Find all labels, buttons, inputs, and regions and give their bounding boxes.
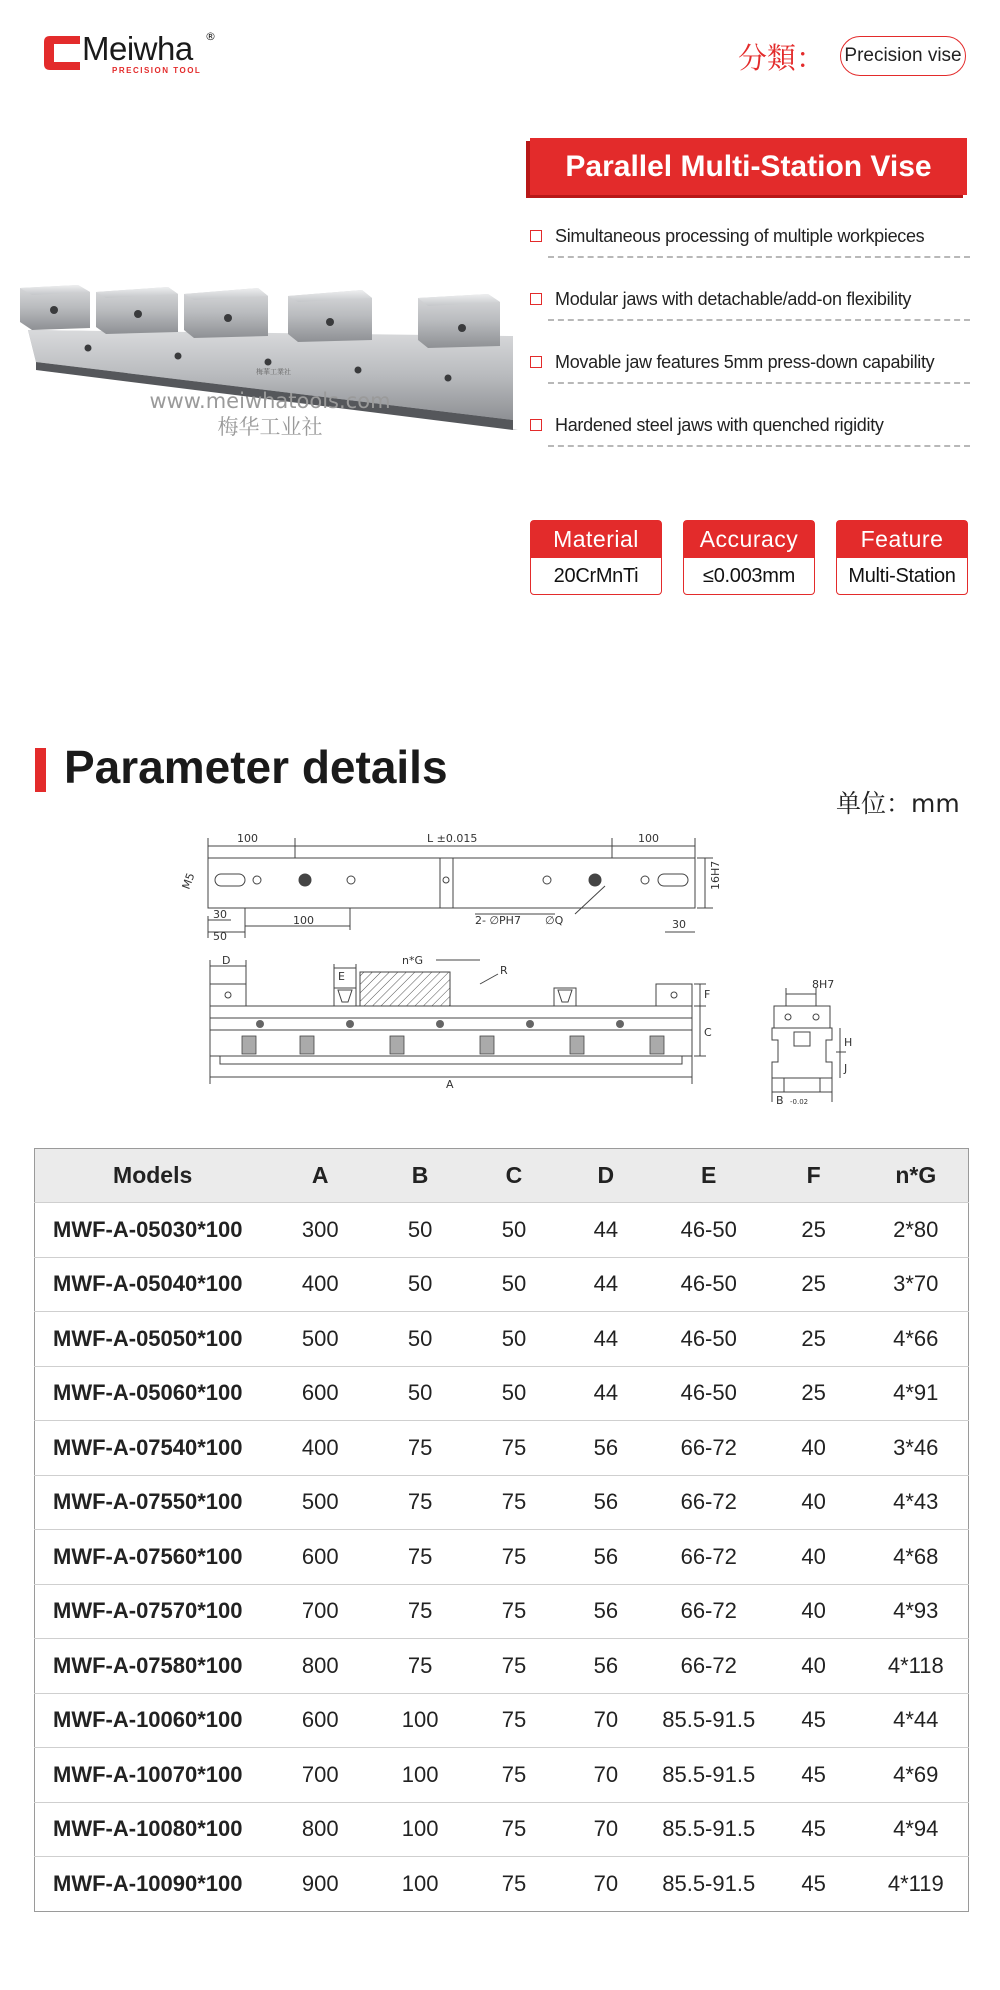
cell: MWF-A-07580*100	[35, 1639, 271, 1694]
cell: 46-50	[654, 1366, 764, 1421]
cell: 4*44	[864, 1693, 969, 1748]
cell: 75	[470, 1421, 558, 1476]
dashed-divider	[548, 382, 970, 384]
parameter-table	[34, 1148, 969, 1912]
spec-label: Feature	[837, 521, 967, 558]
table-row	[35, 1312, 969, 1367]
cell: 600	[270, 1530, 370, 1585]
table-row	[35, 1584, 969, 1639]
cell: 50	[370, 1257, 470, 1312]
meiwha-logo-icon	[42, 34, 82, 72]
feature-text: Simultaneous processing of multiple workpieces	[555, 226, 925, 246]
feature-item	[530, 222, 970, 285]
cell: 56	[558, 1639, 654, 1694]
dim-50: 50	[213, 930, 227, 943]
cell: 100	[370, 1802, 470, 1857]
dashed-divider	[548, 256, 970, 258]
cell: 56	[558, 1530, 654, 1585]
brand-name: Meiwha	[82, 30, 193, 67]
cell: 75	[470, 1748, 558, 1803]
spec-value: Multi-Station	[848, 565, 956, 587]
cell: 3*70	[864, 1257, 969, 1312]
dim-left-100: 100	[237, 832, 258, 845]
table-row	[35, 1530, 969, 1585]
registered-mark: ®	[205, 30, 216, 43]
cell: 2*80	[864, 1203, 969, 1258]
cell: 44	[558, 1312, 654, 1367]
dim-right-100: 100	[638, 832, 659, 845]
dashed-divider	[548, 319, 970, 321]
dim-m5: M5	[179, 871, 198, 892]
cell: 800	[270, 1802, 370, 1857]
cell: 50	[370, 1312, 470, 1367]
dim-j: J	[844, 1062, 848, 1075]
cell: 45	[764, 1693, 864, 1748]
cell: 50	[370, 1366, 470, 1421]
cell: 70	[558, 1693, 654, 1748]
cell: 45	[764, 1802, 864, 1857]
cell: 25	[764, 1203, 864, 1258]
cell: 800	[270, 1639, 370, 1694]
cell: 40	[764, 1584, 864, 1639]
brand-tagline: PRECISION TOOL	[112, 66, 202, 75]
cell: 100	[370, 1693, 470, 1748]
dim-b: B	[776, 1094, 784, 1107]
cell: MWF-A-10070*100	[35, 1748, 271, 1803]
cell: 25	[764, 1366, 864, 1421]
cell: 400	[270, 1421, 370, 1476]
cell: 75	[470, 1857, 558, 1912]
cell: 46-50	[654, 1257, 764, 1312]
cell: 50	[370, 1203, 470, 1258]
dim-h: H	[844, 1036, 853, 1049]
cell: 50	[470, 1257, 558, 1312]
section-title: Parameter details	[64, 741, 448, 793]
cell: 40	[764, 1475, 864, 1530]
cell: 75	[470, 1802, 558, 1857]
cell: 56	[558, 1421, 654, 1476]
dim-30-left: 30	[213, 908, 227, 921]
dim-16h7: 16H7	[709, 860, 722, 890]
cell: 66-72	[654, 1639, 764, 1694]
cell: 4*68	[864, 1530, 969, 1585]
table-header-row	[35, 1149, 969, 1203]
cell: 44	[558, 1257, 654, 1312]
cell: 700	[270, 1748, 370, 1803]
cell: 100	[370, 1857, 470, 1912]
cell: 45	[764, 1857, 864, 1912]
cell: 44	[558, 1366, 654, 1421]
cell: 75	[370, 1421, 470, 1476]
cell: 50	[470, 1203, 558, 1258]
col-header-models: Models	[35, 1149, 271, 1203]
dim-100-mid: 100	[293, 914, 314, 927]
cell: 500	[270, 1312, 370, 1367]
cell: 66-72	[654, 1475, 764, 1530]
cell: 300	[270, 1203, 370, 1258]
feature-text: Movable jaw features 5mm press-down capability	[555, 352, 935, 372]
table-row	[35, 1257, 969, 1312]
cell: 500	[270, 1475, 370, 1530]
cell: 75	[470, 1584, 558, 1639]
spec-value: 20CrMnTi	[553, 565, 639, 587]
cell: 46-50	[654, 1312, 764, 1367]
cell: 50	[470, 1366, 558, 1421]
dim-f: F	[704, 988, 711, 1001]
cell: 66-72	[654, 1584, 764, 1639]
cell: 85.5-91.5	[654, 1802, 764, 1857]
cell: 46-50	[654, 1203, 764, 1258]
table-row	[35, 1366, 969, 1421]
col-header-f: F	[764, 1149, 864, 1203]
dim-c: C	[704, 1026, 712, 1039]
table-row	[35, 1748, 969, 1803]
cell: 85.5-91.5	[654, 1748, 764, 1803]
cell: 100	[370, 1748, 470, 1803]
cell: 3*46	[864, 1421, 969, 1476]
cell: 50	[470, 1312, 558, 1367]
cell: MWF-A-07560*100	[35, 1530, 271, 1585]
cell: 4*43	[864, 1475, 969, 1530]
cell: MWF-A-10090*100	[35, 1857, 271, 1912]
cell: 25	[764, 1257, 864, 1312]
spec-value: ≤0.003mm	[703, 565, 795, 587]
cell: MWF-A-07540*100	[35, 1421, 271, 1476]
side-view-drawing	[760, 980, 870, 1105]
cell: 4*93	[864, 1584, 969, 1639]
cell: 4*91	[864, 1366, 969, 1421]
cell: 4*119	[864, 1857, 969, 1912]
cell: 56	[558, 1584, 654, 1639]
dim-a: A	[446, 1078, 454, 1091]
feature-text: Modular jaws with detachable/add-on flexibility	[555, 289, 912, 309]
cell: 66-72	[654, 1421, 764, 1476]
top-view-drawing	[175, 828, 735, 943]
dim-ng: n*G	[402, 954, 423, 967]
spec-label: Material	[531, 521, 661, 558]
col-header-ng: n*G	[864, 1149, 969, 1203]
category-label: 分類：	[738, 41, 826, 75]
dashed-divider	[548, 445, 970, 447]
cell: 75	[470, 1693, 558, 1748]
category-tag[interactable]: Precision vise	[840, 36, 966, 76]
checkbox-square-icon	[530, 230, 542, 242]
dim-d: D	[222, 954, 231, 967]
dim-q: ∅Q	[545, 914, 564, 927]
spec-accuracy	[683, 520, 815, 595]
cell: 75	[370, 1584, 470, 1639]
section-accent-bar	[35, 748, 46, 792]
cell: MWF-A-05030*100	[35, 1203, 271, 1258]
dim-8h7: 8H7	[812, 978, 835, 991]
cell: 900	[270, 1857, 370, 1912]
table-body	[35, 1203, 969, 1912]
watermark-cn: 梅华工业社	[217, 415, 323, 439]
cell: 4*69	[864, 1748, 969, 1803]
cell: MWF-A-07550*100	[35, 1475, 271, 1530]
cell: 40	[764, 1421, 864, 1476]
cell: 85.5-91.5	[654, 1857, 764, 1912]
cell: 70	[558, 1748, 654, 1803]
product-title: Parallel Multi-Station Vise	[530, 138, 967, 195]
cell: 25	[764, 1312, 864, 1367]
cell: 40	[764, 1639, 864, 1694]
feature-item	[530, 285, 970, 348]
cell: 40	[764, 1530, 864, 1585]
checkbox-square-icon	[530, 419, 542, 431]
cell: 75	[370, 1639, 470, 1694]
col-header-e: E	[654, 1149, 764, 1203]
spec-feature	[836, 520, 968, 595]
watermark-url: www.meiwhatools.com	[149, 389, 391, 413]
cell: 600	[270, 1693, 370, 1748]
table-row	[35, 1802, 969, 1857]
unit-label: 单位：mm	[836, 789, 960, 818]
cell: 4*94	[864, 1802, 969, 1857]
col-header-d: D	[558, 1149, 654, 1203]
feature-item	[530, 411, 970, 474]
watermark	[135, 388, 405, 440]
col-header-c: C	[470, 1149, 558, 1203]
cell: 700	[270, 1584, 370, 1639]
dim-30-right: 30	[672, 918, 686, 931]
photo-stamp: 梅華工業社	[256, 368, 291, 376]
cell: MWF-A-05050*100	[35, 1312, 271, 1367]
cell: 4*66	[864, 1312, 969, 1367]
table-row	[35, 1857, 969, 1912]
cell: 4*118	[864, 1639, 969, 1694]
cell: 75	[470, 1639, 558, 1694]
spec-label: Accuracy	[684, 521, 814, 558]
cell: MWF-A-10060*100	[35, 1693, 271, 1748]
cell: 75	[470, 1530, 558, 1585]
checkbox-square-icon	[530, 293, 542, 305]
cell: MWF-A-05040*100	[35, 1257, 271, 1312]
table-row	[35, 1693, 969, 1748]
cell: 70	[558, 1802, 654, 1857]
feature-list	[530, 222, 970, 474]
dim-tolerance: -0.02	[790, 1098, 809, 1106]
dim-ph7: 2- ∅PH7	[475, 914, 521, 927]
table-row	[35, 1639, 969, 1694]
table-row	[35, 1421, 969, 1476]
cell: 75	[370, 1475, 470, 1530]
brand-logo[interactable]	[42, 32, 222, 76]
checkbox-square-icon	[530, 356, 542, 368]
dim-r: R	[500, 964, 508, 977]
cell: 66-72	[654, 1530, 764, 1585]
cell: 85.5-91.5	[654, 1693, 764, 1748]
feature-item	[530, 348, 970, 411]
cell: 600	[270, 1366, 370, 1421]
col-header-a: A	[270, 1149, 370, 1203]
table-row	[35, 1475, 969, 1530]
dim-e: E	[338, 970, 345, 983]
feature-text: Hardened steel jaws with quenched rigidity	[555, 415, 884, 435]
cell: 70	[558, 1857, 654, 1912]
cell: MWF-A-07570*100	[35, 1584, 271, 1639]
front-view-drawing	[180, 952, 710, 1102]
dim-length: L ±0.015	[427, 832, 478, 845]
col-header-b: B	[370, 1149, 470, 1203]
spec-material	[530, 520, 662, 595]
table-row	[35, 1203, 969, 1258]
cell: MWF-A-10080*100	[35, 1802, 271, 1857]
cell: 75	[370, 1530, 470, 1585]
cell: MWF-A-05060*100	[35, 1366, 271, 1421]
cell: 44	[558, 1203, 654, 1258]
cell: 56	[558, 1475, 654, 1530]
cell: 45	[764, 1748, 864, 1803]
cell: 400	[270, 1257, 370, 1312]
cell: 75	[470, 1475, 558, 1530]
